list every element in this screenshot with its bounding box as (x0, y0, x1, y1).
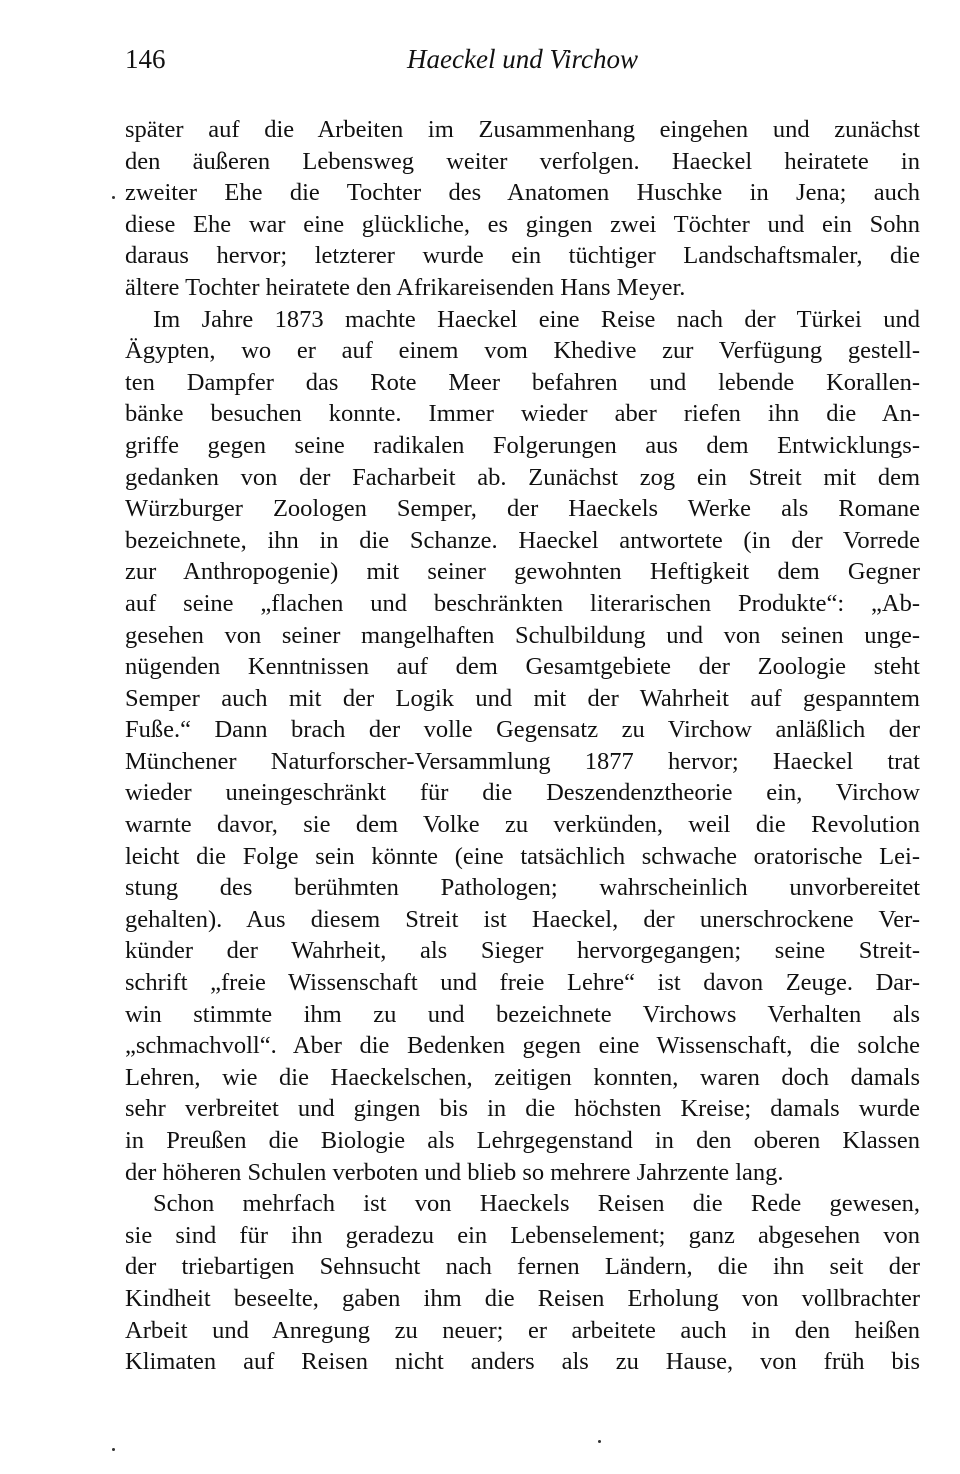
text-line: künder der Wahrheit, als Sieger hervorgegangen; seine Streit- (125, 937, 920, 965)
text-line: bezeichnete, ihn in die Schanze. Haeckel antwortete (in der Vorrede (125, 526, 920, 554)
text-line: diese Ehe war eine glückliche, es gingen zwei Töchter und ein Sohn (125, 210, 920, 238)
text-line: „schmachvoll“. Aber die Bedenken gegen eine Wissenschaft, die solche (125, 1032, 920, 1060)
text-line: Schon mehrfach ist von Haeckels Reisen die Rede gewesen, (153, 1190, 920, 1218)
running-title: Haeckel und Virchow (407, 44, 638, 74)
text-line: der triebartigen Sehnsucht nach fernen Ländern, die ihn seit der (125, 1253, 920, 1281)
text-line: gehalten). Aus diesem Streit ist Haeckel, der unerschrockene Ver- (125, 905, 920, 933)
text-line: auf seine „flachen und beschränkten literarischen Produkte“: „Ab- (125, 589, 920, 617)
scan-speck (598, 1440, 601, 1443)
text-line: Im Jahre 1873 machte Haeckel eine Reise nach der Türkei und (153, 305, 920, 333)
text-line: Klimaten auf Reisen nicht anders als zu Hause, von früh bis (125, 1348, 920, 1376)
text-line: zweiter Ehe die Tochter des Anatomen Huschke in Jena; auch (125, 179, 920, 207)
text-line: Lehren, wie die Haeckelschen, zeitigen konnten, waren doch damals (125, 1063, 920, 1091)
text-line: gesehen von seiner mangelhaften Schulbildung und von seinen unge- (125, 621, 920, 649)
text-line: Ägypten, wo er auf einem vom Khedive zur Verfügung gestell- (125, 337, 920, 365)
text-line: warnte davor, sie dem Volke zu verkünden, weil die Revolution (125, 811, 920, 839)
text-line: Kindheit beseelte, gaben ihm die Reisen Erholung von vollbrachter (125, 1284, 920, 1312)
text-line: zur Anthropogenie) mit seiner gewohnten Heftigkeit dem Gegner (125, 558, 920, 586)
scan-speck (112, 196, 115, 199)
text-line: ten Dampfer das Rote Meer befahren und lebende Korallen- (125, 368, 920, 396)
text-line: der höheren Schulen verboten und blieb so mehrere Jahrzente lang. (125, 1158, 784, 1186)
text-line: Arbeit und Anregung zu neuer; er arbeitete auch in den heißen (125, 1316, 920, 1344)
text-line: sie sind für ihn geradezu ein Lebenselement; ganz abgesehen von (125, 1221, 920, 1249)
scan-speck (112, 1448, 115, 1451)
text-line: später auf die Arbeiten im Zusammenhang eingehen und zunächst (125, 116, 920, 143)
text-line: in Preußen die Biologie als Lehrgegenstand in den oberen Klassen (125, 1127, 920, 1154)
text-line: wieder uneingeschränkt für die Deszendenztheorie ein, Virchow (125, 779, 920, 807)
text-line: bänke besuchen konnte. Immer wieder aber riefen ihn die An- (125, 400, 920, 428)
text-line: griffe gegen seine radikalen Folgerungen aus dem Entwicklungs- (125, 431, 920, 459)
text-line: Semper auch mit der Logik und mit der Wahrheit auf gespanntem (125, 684, 920, 712)
text-line: nügenden Kenntnissen auf dem Gesamtgebiete der Zoologie steht (125, 653, 920, 681)
text-line: ältere Tochter heiratete den Afrikareisenden Hans Meyer. (125, 273, 686, 301)
text-line: win stimmte ihm zu und bezeichnete Virchows Verhalten als (125, 1000, 920, 1028)
text-line: den äußeren Lebensweg weiter verfolgen. Haeckel heiratete in (125, 147, 920, 175)
text-line: schrift „freie Wissenschaft und freie Lehre“ ist davon Zeuge. Dar- (125, 969, 920, 997)
text-line: gedanken von der Facharbeit ab. Zunächst zog ein Streit mit dem (125, 463, 920, 491)
text-line: Fuße.“ Dann brach der volle Gegensatz zu Virchow anläßlich der (125, 716, 920, 744)
text-line: leicht die Folge sein könnte (eine tatsächlich schwache oratorische Lei- (125, 842, 920, 870)
page-header (125, 44, 920, 84)
text-line: sehr verbreitet und gingen bis in die höchsten Kreise; damals wurde (125, 1095, 920, 1123)
text-line: daraus hervor; letzterer wurde ein tüchtiger Landschaftsmaler, die (125, 242, 920, 270)
body-text (125, 114, 920, 1378)
text-line: stung des berühmten Pathologen; wahrscheinlich unvorbereitet (125, 874, 920, 902)
text-line: Münchener Naturforscher-Versammlung 1877 hervor; Haeckel trat (125, 747, 920, 775)
page-number: 146 (125, 44, 166, 74)
text-line: Würzburger Zoologen Semper, der Haeckels Werke als Romane (125, 495, 920, 523)
